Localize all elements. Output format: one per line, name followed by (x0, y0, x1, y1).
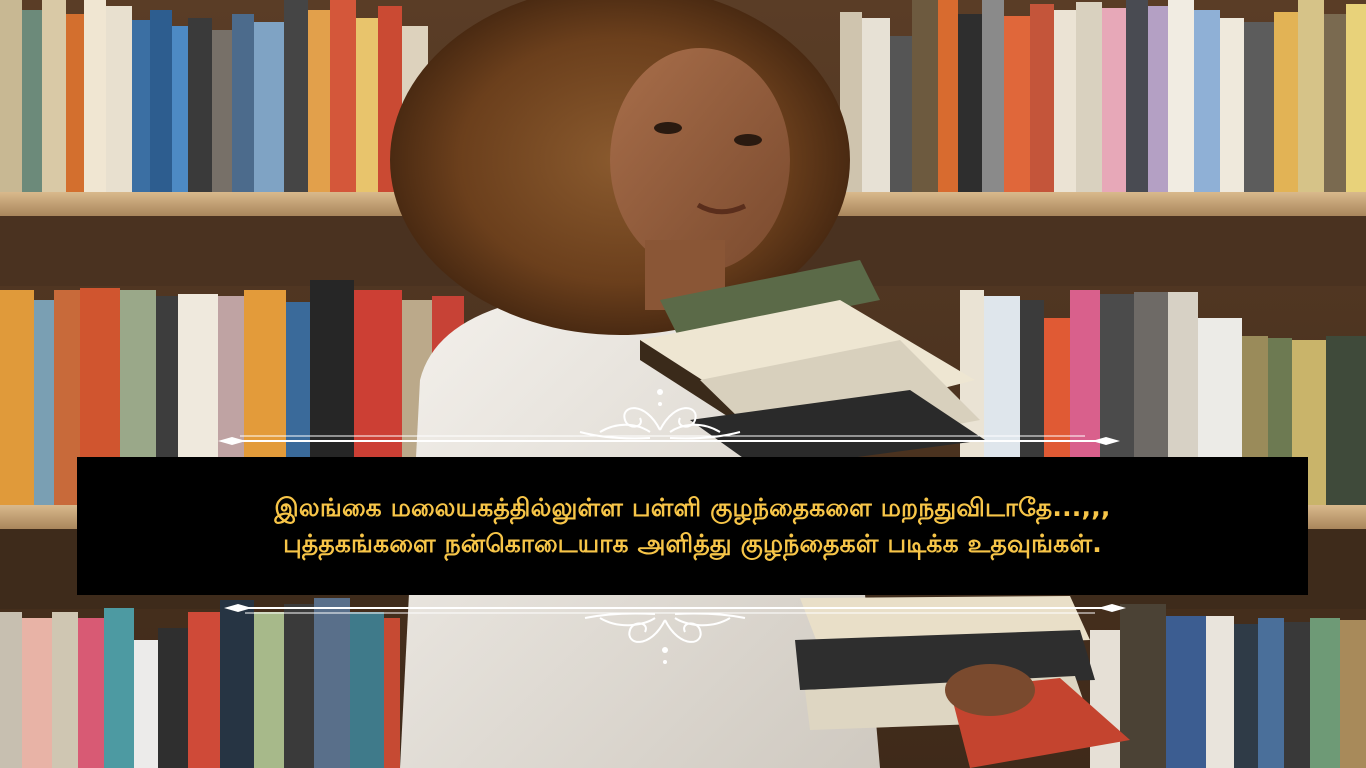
caption-line-1: இலங்கை மலையகத்தில்லுள்ள பள்ளி குழந்தைகளை மறந்துவிடாதே...,,, (274, 493, 1111, 522)
caption-band (77, 457, 1308, 595)
caption-line-2: புத்தகங்களை நன்கொடையாக அளித்து குழந்தைகள் படிக்க உதவுங்கள். (283, 529, 1102, 558)
